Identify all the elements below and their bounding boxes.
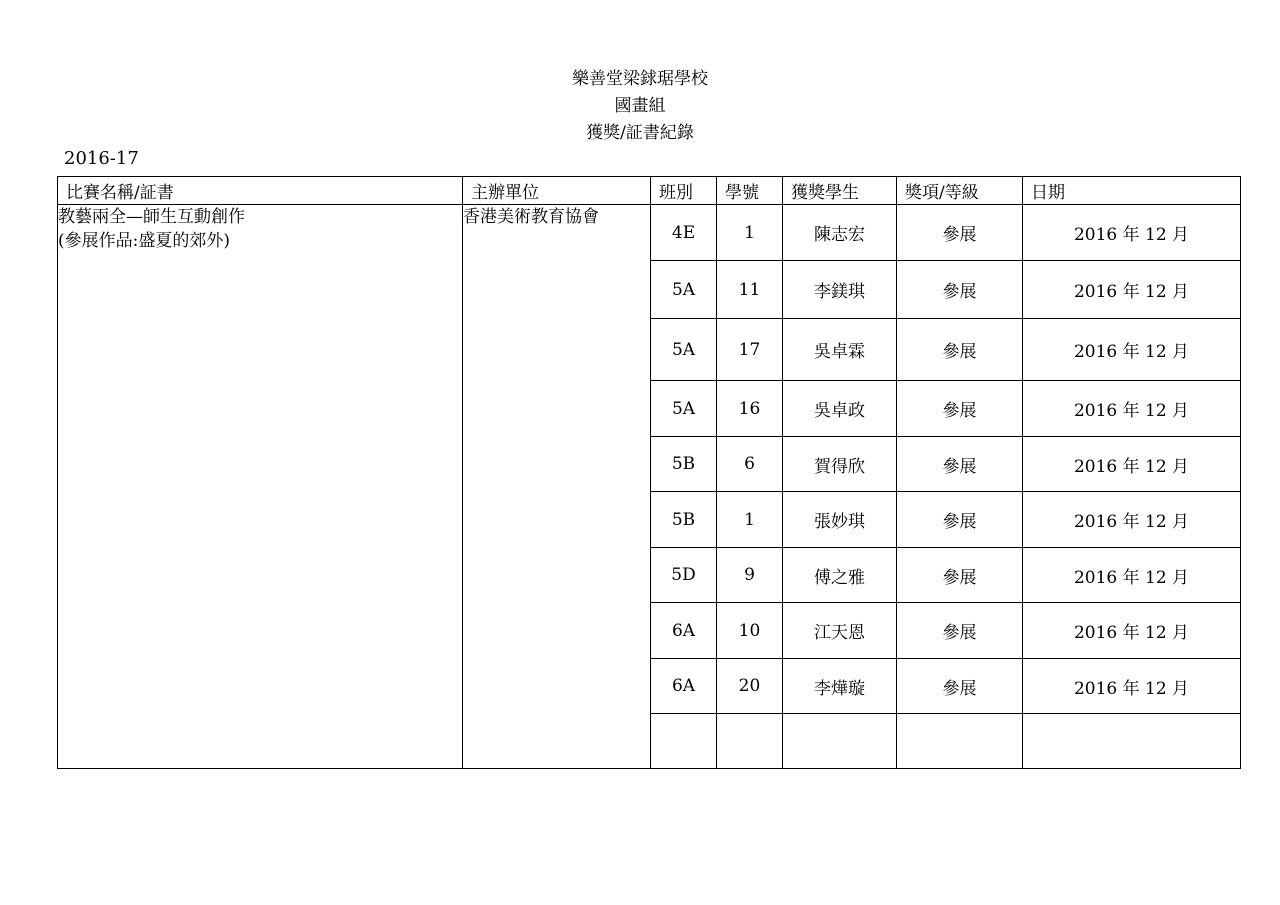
student-number-cell: 9 [717, 548, 783, 603]
award-cell: 參展 [897, 659, 1023, 714]
student-name-cell: 賀得欣 [783, 437, 897, 492]
date-cell: 2016 年 12 月 [1023, 548, 1241, 603]
awards-table [57, 176, 1241, 769]
award-cell: 參展 [897, 492, 1023, 548]
student-name-cell: 傅之雅 [783, 548, 897, 603]
student-number-cell: 16 [717, 381, 783, 437]
date-cell: 2016 年 12 月 [1023, 205, 1241, 261]
competition-cell [58, 205, 463, 769]
class-cell: 5A [651, 381, 717, 437]
record-title: 獲獎/証書紀錄 [586, 123, 694, 143]
class-cell: 4E [651, 205, 717, 261]
award-cell: 參展 [897, 319, 1023, 381]
award-cell: 參展 [897, 548, 1023, 603]
student-number-cell: 1 [717, 492, 783, 548]
class-cell: 5B [651, 437, 717, 492]
competition-entry: (參展作品:盛夏的郊外) [58, 231, 230, 251]
award-cell: 參展 [897, 437, 1023, 492]
table-header-row [58, 177, 1241, 205]
date-cell: 2016 年 12 月 [1023, 261, 1241, 319]
date-cell: 2016 年 12 月 [1023, 492, 1241, 548]
class-cell: 6A [651, 603, 717, 659]
student-number-cell: 6 [717, 437, 783, 492]
class-cell: 5A [651, 261, 717, 319]
competition-name: 教藝兩全—師生互動創作 [58, 207, 245, 227]
class-cell: 5D [651, 548, 717, 603]
group-name: 國畫組 [614, 96, 666, 116]
class-cell: 5B [651, 492, 717, 548]
column-header-student-number: 學號 [717, 177, 783, 205]
date-cell: 2016 年 12 月 [1023, 319, 1241, 381]
date-cell: 2016 年 12 月 [1023, 437, 1241, 492]
organizer-cell: 香港美術教育協會 [463, 205, 651, 769]
school-name: 樂善堂梁銶琚學校 [572, 69, 708, 89]
table-row [58, 205, 1241, 261]
column-header-date: 日期 [1023, 177, 1241, 205]
date-cell: 2016 年 12 月 [1023, 659, 1241, 714]
student-number-cell [717, 714, 783, 769]
student-name-cell: 江天恩 [783, 603, 897, 659]
column-header-student: 獲獎學生 [783, 177, 897, 205]
student-number-cell: 1 [717, 205, 783, 261]
school-year: 2016-17 [64, 148, 139, 169]
award-cell: 參展 [897, 261, 1023, 319]
student-name-cell: 陳志宏 [783, 205, 897, 261]
student-number-cell: 20 [717, 659, 783, 714]
date-cell [1023, 714, 1241, 769]
student-name-cell: 李鎂琪 [783, 261, 897, 319]
class-cell: 5A [651, 319, 717, 381]
award-cell: 參展 [897, 381, 1023, 437]
class-cell: 6A [651, 659, 717, 714]
date-cell: 2016 年 12 月 [1023, 381, 1241, 437]
student-number-cell: 17 [717, 319, 783, 381]
document-header [0, 66, 1280, 147]
class-cell [651, 714, 717, 769]
column-header-organizer: 主辦單位 [463, 177, 651, 205]
student-name-cell: 吳卓霖 [783, 319, 897, 381]
student-number-cell: 10 [717, 603, 783, 659]
date-cell: 2016 年 12 月 [1023, 603, 1241, 659]
award-cell [897, 714, 1023, 769]
student-number-cell: 11 [717, 261, 783, 319]
award-cell: 參展 [897, 603, 1023, 659]
student-name-cell: 李燁璇 [783, 659, 897, 714]
award-cell: 參展 [897, 205, 1023, 261]
column-header-competition: 比賽名稱/証書 [58, 177, 463, 205]
student-name-cell: 吳卓政 [783, 381, 897, 437]
column-header-class: 班別 [651, 177, 717, 205]
column-header-award: 獎項/等級 [897, 177, 1023, 205]
student-name-cell [783, 714, 897, 769]
student-name-cell: 張妙琪 [783, 492, 897, 548]
